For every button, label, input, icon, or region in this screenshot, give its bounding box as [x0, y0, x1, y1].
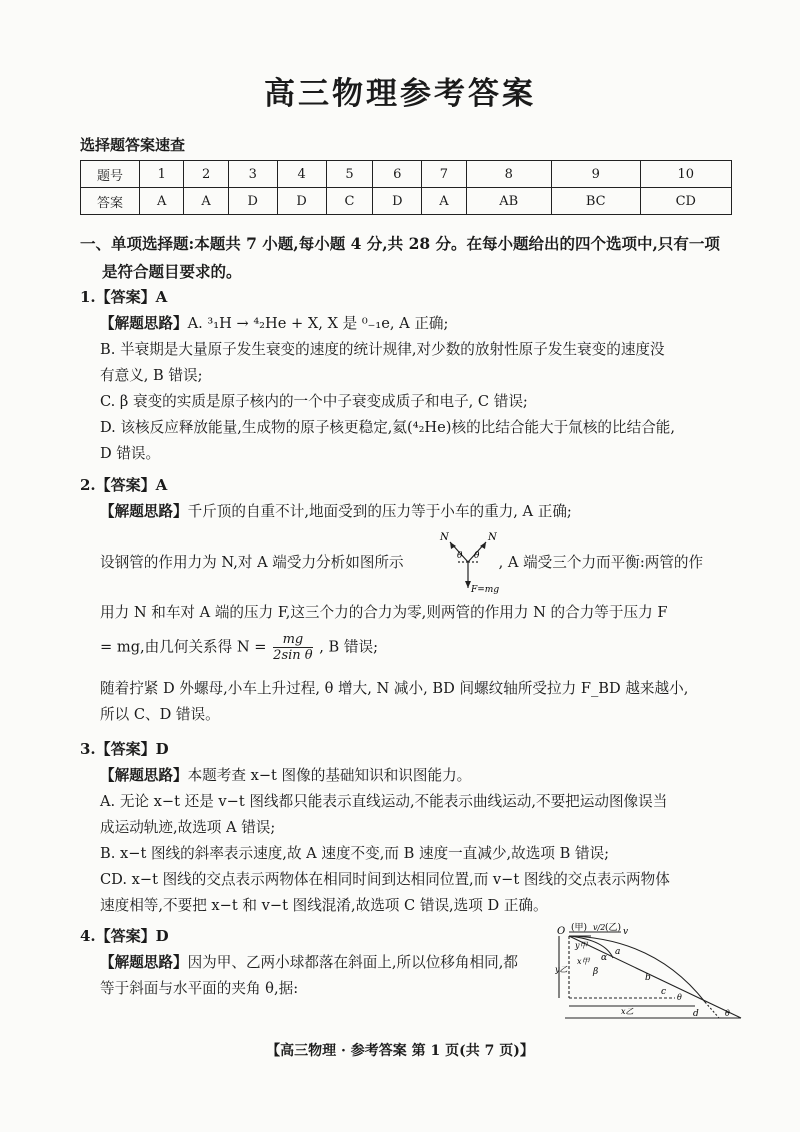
q4-body [100, 950, 550, 1002]
q3-body [100, 763, 740, 919]
point-d-label: d [693, 1009, 699, 1019]
q3-line: 成运动轨迹,故选项 A 错误; [100, 819, 276, 836]
angle-label: θ [474, 551, 480, 561]
table-cell: 9 [551, 161, 640, 188]
fraction-numerator: mg [273, 632, 312, 648]
table-cell: D [373, 188, 422, 215]
table-cell: C [326, 188, 373, 215]
force-label: F=mg [471, 585, 500, 595]
fraction [273, 632, 312, 663]
table-cell: 2 [184, 161, 228, 188]
table-cell: BC [551, 188, 640, 215]
x-yi-label: x乙 [621, 1007, 634, 1016]
q2-body-cont [100, 600, 740, 663]
table-cell: 5 [326, 161, 373, 188]
quick-ref-heading: 选择题答案速查 [80, 136, 186, 154]
table-cell: 8 [466, 161, 551, 188]
table-cell: 4 [277, 161, 326, 188]
y-yi-label: y乙 [555, 965, 568, 974]
x-jia-label: x甲 [577, 957, 590, 966]
table-cell: A [184, 188, 228, 215]
q1-answer-heading: 1.【答案】A [80, 288, 168, 306]
q2-line: 千斤顶的自重不计,地面受到的压力等于小车的重力, A 正确; [187, 503, 572, 520]
q1-line: D. 该核反应释放能量,生成物的原子核更稳定,氦(⁴₂He)核的比结合能大于氚核的比结合能, [100, 419, 676, 436]
answer-table [80, 160, 732, 215]
alpha-label: α [601, 953, 608, 963]
q3-solution-label: 【解题思路】 [100, 767, 188, 784]
q1-body [100, 311, 740, 467]
force-diagram [438, 526, 534, 596]
beta-label: β [593, 967, 599, 977]
q2-line-with-figure [100, 550, 740, 576]
table-row-header: 答案 [81, 188, 140, 215]
table-cell: 7 [422, 161, 466, 188]
page-footer: 【高三物理 · 参考答案 第 1 页(共 7 页)】 [266, 1043, 534, 1059]
theta-label: θ [677, 993, 682, 1002]
q3-line: A. 无论 x−t 还是 v−t 图线都只能表示直线运动,不能表示曲线运动,不要把运动图像误当 [100, 793, 668, 810]
n-left-label: N [440, 532, 449, 543]
q4-line: 等于斜面与水平面的夹角 θ,据: [100, 980, 299, 997]
q2-line: 设钢管的作用力为 N,对 A 端受力分析如图所示 [100, 554, 404, 571]
q1-line: A. ³₁H → ⁴₂He + X, X 是 ⁰₋₁e, A 正确; [187, 315, 449, 332]
jia-label: (甲) [571, 923, 588, 933]
yi-label: (乙) [605, 923, 622, 933]
q3-line: 本题考查 x−t 图像的基础知识和识图能力。 [187, 767, 472, 784]
q1-line: C. β 衰变的实质是原子核内的一个中子衰变成质子和电子, C 错误; [100, 393, 528, 410]
q2-body [100, 499, 740, 525]
table-cell: 1 [140, 161, 184, 188]
table-cell: 10 [640, 161, 731, 188]
q2-line: , A 端受三个力而平衡:两管的作 [498, 554, 704, 571]
q4-answer-heading: 4.【答案】D [80, 927, 169, 945]
table-cell: A [422, 188, 466, 215]
table-cell: CD [640, 188, 731, 215]
q2-answer-heading: 2.【答案】A [80, 476, 168, 494]
v-label: v [623, 927, 629, 937]
y-jia-label: y甲 [575, 941, 588, 950]
table-cell: A [140, 188, 184, 215]
point-c-label: c [661, 987, 667, 997]
q1-line: D 错误。 [100, 445, 161, 462]
table-row-header: 题号 [81, 161, 140, 188]
q3-line: B. x−t 图线的斜率表示速度,故 A 速度不变,而 B 速度一直减少,故选项 B 错误; [100, 845, 610, 862]
theta-label: θ [725, 1009, 730, 1018]
q1-solution-label: 【解题思路】 [100, 315, 188, 332]
angle-label: θ [457, 551, 463, 561]
table-row [81, 161, 732, 188]
point-b-label: b [645, 973, 651, 983]
section-heading [80, 230, 740, 286]
section-heading-line: 一、单项选择题:本题共 7 小题,每小题 4 分,共 28 分。在每小题给出的四个选项中,只有一项 [80, 234, 720, 253]
q2-solution-label: 【解题思路】 [100, 503, 188, 520]
table-row [81, 188, 732, 215]
q4-line: 因为甲、乙两小球都落在斜面上,所以位移角相同,都 [187, 954, 518, 971]
q1-line: B. 半衰期是大量原子发生衰变的速度的统计规律,对少数的放射性原子发生衰变的速度没 [100, 341, 665, 358]
q2-line: , B 错误; [319, 638, 378, 656]
q3-line: 速度相等,不要把 x−t 和 v−t 图线混淆,故选项 C 错误,选项 D 正确。 [100, 897, 548, 914]
v-half-label: v/2 [593, 923, 606, 932]
q1-line: 有意义, B 错误; [100, 367, 203, 384]
q2-line: 所以 C、D 错误。 [100, 706, 220, 723]
table-cell: 3 [228, 161, 277, 188]
table-cell: D [277, 188, 326, 215]
q2-body-end [100, 676, 740, 728]
q4-solution-label: 【解题思路】 [100, 954, 188, 971]
origin-label: O [557, 926, 566, 937]
q3-answer-heading: 3.【答案】D [80, 740, 169, 758]
table-cell: D [228, 188, 277, 215]
page-title: 高三物理参考答案 [264, 76, 536, 112]
point-a-label: a [615, 947, 621, 957]
q2-line: = mg,由几何关系得 N = [100, 638, 267, 656]
projectile-diagram [555, 922, 745, 1024]
n-right-label: N [488, 532, 497, 543]
fraction-denominator: 2sin θ [273, 648, 313, 663]
table-cell: 6 [373, 161, 422, 188]
q3-line: CD. x−t 图线的交点表示两物体在相同时间到达相同位置,而 v−t 图线的交点表示两物体 [100, 871, 670, 888]
table-cell: AB [466, 188, 551, 215]
section-heading-line: 是符合题目要求的。 [102, 262, 242, 281]
q2-line: 随着拧紧 D 外螺母,小车上升过程, θ 增大, N 减小, BD 间螺纹轴所受拉力 F_BD 越来越小, [100, 680, 689, 697]
q2-line: 用力 N 和车对 A 端的压力 F,这三个力的合力为零,则两管的作用力 N 的合力等于压力 F [100, 604, 668, 621]
